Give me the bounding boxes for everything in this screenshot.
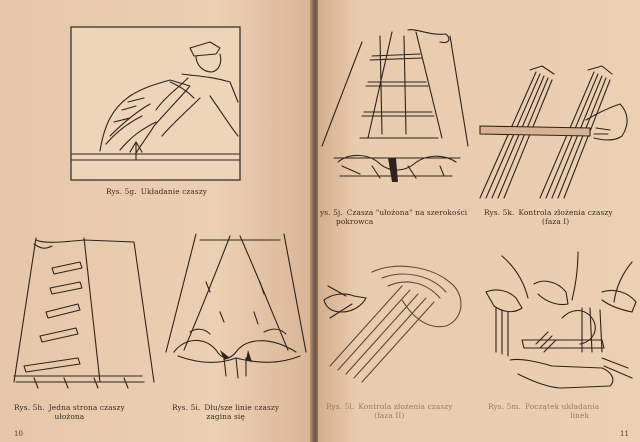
caption-text: pokrowca (336, 217, 374, 226)
caption-text: Początek układania (524, 402, 600, 411)
figure-5h-illustration (4, 232, 158, 392)
figure-number: Rys. 5k. (484, 208, 515, 217)
caption-text: Kontrola złożenia czaszy (358, 402, 453, 411)
figure-number: Rys. 5l. (326, 402, 355, 411)
caption-text: (faza II) (374, 411, 405, 420)
caption-text: (faza I) (542, 217, 570, 226)
figure-5l-illustration (322, 256, 478, 394)
page-number-left: 10 (14, 430, 23, 438)
caption-text: Układanie czaszy (140, 187, 208, 196)
caption-text: Kontrola złożenia czaszy (518, 208, 613, 217)
caption-text: linek (570, 411, 590, 420)
figure-5k-caption (484, 208, 613, 226)
figure-5m-illustration (482, 248, 638, 396)
figure-5h-caption (14, 403, 125, 421)
figure-number: ys. 5j. (320, 208, 343, 217)
caption-text: ułożona (54, 412, 85, 421)
figure-number: Rys. 5i. (172, 403, 201, 412)
figure-5m-caption (488, 402, 599, 420)
figure-5g-illustration (70, 26, 242, 182)
caption-text: Czasza "ułożona" na szerokości (346, 208, 468, 217)
figure-5j-illustration (320, 26, 470, 196)
figure-5i-caption (172, 403, 279, 421)
figure-5l-caption (326, 402, 453, 420)
figure-5j-caption (320, 208, 467, 226)
figure-5g-caption (106, 187, 207, 196)
figure-5i-illustration (160, 232, 310, 382)
figure-5k-illustration (478, 64, 634, 202)
caption-text: zagina się (206, 412, 245, 421)
figure-number: Rys. 5g. (106, 187, 137, 196)
caption-text: Dłu/sze linie czaszy (204, 403, 280, 412)
caption-text: Jedna strona czaszy (48, 403, 125, 412)
page-number-right: 11 (620, 430, 629, 438)
figure-number: Rys. 5m. (488, 402, 521, 411)
figure-number: Rys. 5h. (14, 403, 45, 412)
